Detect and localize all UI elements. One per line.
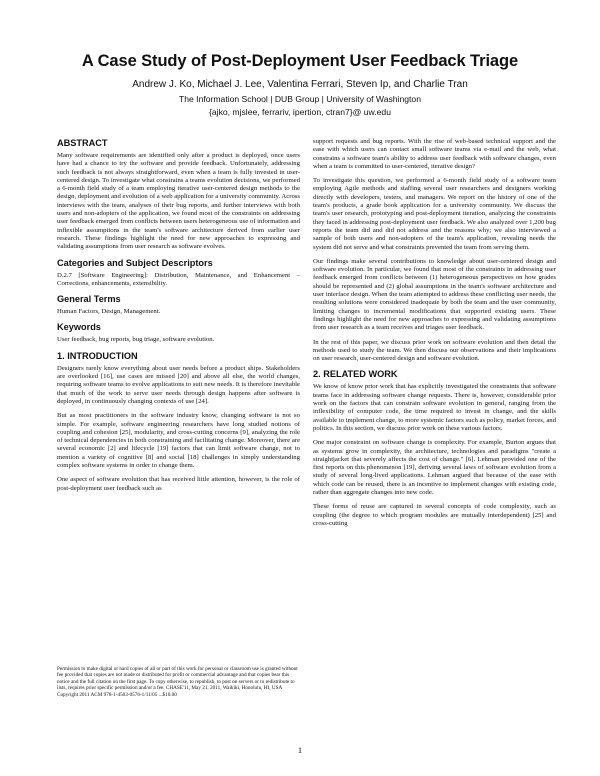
left-column <box>57 138 300 499</box>
keywords-text: User feedback, bug reports, bug triage, software evolution. <box>57 336 215 344</box>
affiliation: The Information School | DUB Group | University of Washington <box>178 94 421 104</box>
intro-paragraph-7: In the rest of this paper, we discuss prior work on software evolution and then detail the methods used to study the team. We then discuss our observations and their implications on user research, user-centered design and software evolution. <box>313 338 556 363</box>
categories-heading: Categories and Subject Descriptors <box>57 257 213 268</box>
abstract-heading: ABSTRACT <box>57 138 108 148</box>
paper-title: A Case Study of Post-Deployment User Feedback Triage <box>81 52 519 70</box>
intro-paragraph-5: To investigate this question, we performed a 6-month field study of a software team employing Agile methods and staffing several user researchers and designers working directly with developers, testers, and managers. We report on the history of one of the team's products, a grade book application for a university community. We discuss the team's user research, prototyping and post-deployment iteration, analyzing the constraints they faced in addressing post-deployment user feedback. We also analyzed over 1,200 bug reports the team did and did not address and the reasons why; we also interviewed a sample of both users and non-adopters of the team's application, revealing needs the system did not serve and what constraints prevented the team from serving them. <box>313 177 556 251</box>
intro-paragraph-6: Our findings make several contributions to knowledge about user-centered design and software evolution. In particular, we found that most of the constraints in addressing user feedback emerged from conflicts between (1) heterogeneous perspectives on how grades should be represented and (2) global assumptions in the team's software architecture and user interface design. When the team attempted to address these conflicting user needs, the resulting solutions were considered inadequate by both the team and the user community, limiting changes to incremental modifications that supported existing users. These findings highlight the need for new approaches to expressing and validating assumptions from user research as a team receives and triages user feedback. <box>313 257 556 332</box>
intro-paragraph-2: But as most practitioners in the software industry know, changing software is not so simple. For example, software engineering researchers have long studied notions of coupling and cohesion [25], modularity, and cross-cutting concerns [9], analyzing the role of technical dependencies in both constraining and facilitating change. Moreover, there are several economic [2] and lifecycle [19] factors that can limit software change, not to mention a variety of cognitive [8] and social [18] challenges in simply understanding complex software systems in order to change them. <box>57 412 300 470</box>
copyright-notice: Permission to make digital or hard copies of all or part of this work for personal or classroom use is granted without fee provided that copies are not made or distributed for profit or commercial advantage and that copies bear this notice and the full citation on the first page. To copy otherwise, to republish, to post on servers or to redistribute to lists, requires prior specific permission and/or a fee. CHASE'11, May 21, 2011, Waikiki, Honolulu, HI, USA Copyright 2011 ACM 978-1-4503-0576-1/11/05 ...$10.00 <box>57 666 298 698</box>
general-terms-heading: General Terms <box>57 294 121 305</box>
intro-paragraph-4: support requests and bug reports. With the rise of web-based technical support and the ease with which users can contact small software teams via e-mail and the web, what constrains a software team's ability to address user feedback with software changes, even when a team is committed to user-centered, iterative design? <box>313 138 556 170</box>
author-list: Andrew J. Ko, Michael J. Lee, Valentina Ferrari, Steven Ip, and Charlie Tran <box>132 79 468 90</box>
general-terms-text: Human Factors, Design, Management. <box>57 308 161 316</box>
intro-paragraph-1: Designers rarely know everything about user needs before a product ships. Stakeholders are overlooked [16], use cases are missed [20] and above all else, the world changes, requiring software teams to evolve applications to suit new needs. It is therefore inevitable that much of the work to serve user needs through design happens after software is deployed, in continuously changing contexts of use [24]. <box>57 364 300 405</box>
categories-text: D.2.7 [Software Engineering]: Distribution, Maintenance, and Enhancement – Corrections, enhancements, extensibility. <box>57 271 300 287</box>
intro-paragraph-3: One aspect of software evolution that has received little attention, however, is the role of post-deployment user feedback such as <box>57 476 300 492</box>
related-paragraph-3: These forms of reuse are captured in several concepts of code complexity, such as coupling (the degree to which program modules are mutually interdependent) [25] and cross-cutting <box>313 503 556 527</box>
related-work-heading: 2. RELATED WORK <box>313 369 398 380</box>
page-number: 1 <box>297 745 303 755</box>
right-column <box>313 138 556 534</box>
keywords-heading: Keywords <box>57 322 101 333</box>
author-emails: {ajko, mjslee, ferrariv, ipertion, ctran7}@ uw.edu <box>209 107 391 117</box>
introduction-heading: 1. INTRODUCTION <box>57 350 138 361</box>
related-paragraph-1: We know of know prior work that has explicitly investigated the constraints that software teams face in addressing software change requests. There is, however, considerable prior work on the factors that can constrain software evolution in general, ranging from the inflexibility of computer code, the time required to invest in change, and the skills available to implement change, to more systemic factors such as policy, market forces, and politics. In this section, we discuss prior work on these various factors. <box>313 383 556 432</box>
abstract-text: Many software requirements are identified only after a product is deployed, once users have had a chance to try the software and provide feedback. Unfortunately, addressing such feedback is not always straightforward, even when a team is fully invested in user-centered design. To investigate what constrains a teams evolution decisions, we performed a 6-month field study of a team employing iterative user-centered design methods to the design, deployment and evolution of a web application for a university community. Across interviews with the team, analyses of their bug reports, and further interviews with both users and non-adopters of the application, we found most of the constraints on addressing user feedback emerged from conflicts between users heterogeneous use of information and inflexible assumptions in the team's software architecture derived from earlier user research. These findings highlight the need for new approaches to expressing and validating assumptions from user research as software evolves. <box>57 152 300 251</box>
related-paragraph-2: One major constraint on software change is complexity. For example, Burton argues that as systems grow in complexity, the architecture, technologies and paradigms "create a straightjacket that severely affects the cost of change." [6]. Lehman provided one of the first reports on this phenomenon [19], deriving several laws of software evolution from a study of several long-lived applications. Lehman argued that because of the ease with which code can be reused, there is an incentive to implement changes with existing code, rather than aggregate changes into new code. <box>313 439 556 496</box>
